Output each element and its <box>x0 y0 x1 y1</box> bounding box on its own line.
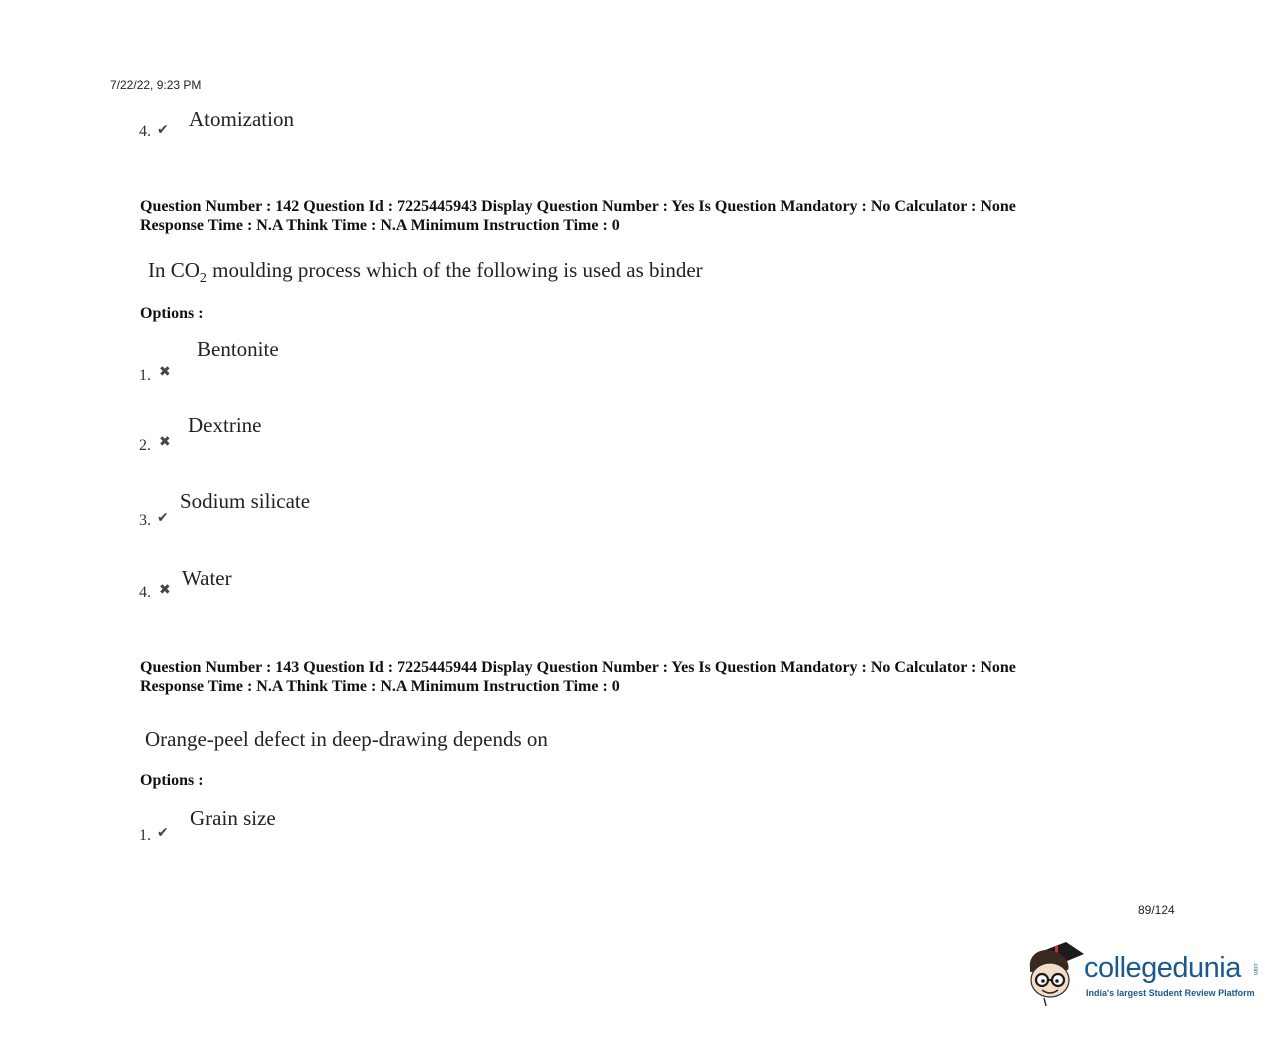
options-label: Options : <box>140 305 204 322</box>
question-text-pre: In CO <box>148 258 200 282</box>
cross-icon: ✖ <box>159 364 171 380</box>
cross-icon: ✖ <box>159 582 171 598</box>
brand-tagline: India's largest Student Review Platform <box>1086 988 1255 998</box>
question-text-subscript: 2 <box>199 271 207 287</box>
question-text-post: moulding process which of the following is used as binder <box>206 258 703 282</box>
question-meta-line1: Question Number : 142 Question Id : 7225445943 Display Question Number : Yes Is Question Mandatory : No Calculator : None <box>140 198 1016 215</box>
question-meta-line1: Question Number : 143 Question Id : 7225445944 Display Question Number : Yes Is Question Mandatory : No Calculator : None <box>140 659 1016 676</box>
option-number: 1. <box>139 367 151 384</box>
brand-suffix: .com <box>1252 962 1258 976</box>
option-text: Atomization <box>189 107 294 131</box>
option-text: Water <box>182 566 232 590</box>
options-label: Options : <box>140 772 204 789</box>
option-number: 4. <box>139 123 151 140</box>
question-meta-line2: Response Time : N.A Think Time : N.A Minimum Instruction Time : 0 <box>140 217 620 234</box>
brand-name: collegedunia <box>1084 952 1241 984</box>
question-meta-line2: Response Time : N.A Think Time : N.A Minimum Instruction Time : 0 <box>140 678 620 695</box>
page-number: 89/124 <box>1138 903 1175 917</box>
check-icon: ✔ <box>157 122 169 138</box>
brand-logo <box>1022 938 1262 1008</box>
question-text <box>148 258 703 287</box>
print-timestamp: 7/22/22, 9:23 PM <box>110 78 202 92</box>
option-text: Bentonite <box>197 337 279 361</box>
question-text: Orange-peel defect in deep-drawing depends on <box>145 727 548 751</box>
option-text: Grain size <box>190 806 276 830</box>
option-text: Sodium silicate <box>180 489 311 513</box>
option-number: 2. <box>139 437 151 454</box>
option-number: 1. <box>139 827 151 844</box>
option-number: 4. <box>139 584 151 601</box>
cross-icon: ✖ <box>159 434 171 450</box>
check-icon: ✔ <box>157 510 169 526</box>
mascot-icon <box>1022 938 1086 1008</box>
check-icon: ✔ <box>157 825 169 841</box>
option-number: 3. <box>139 512 151 529</box>
option-text: Dextrine <box>188 413 262 437</box>
